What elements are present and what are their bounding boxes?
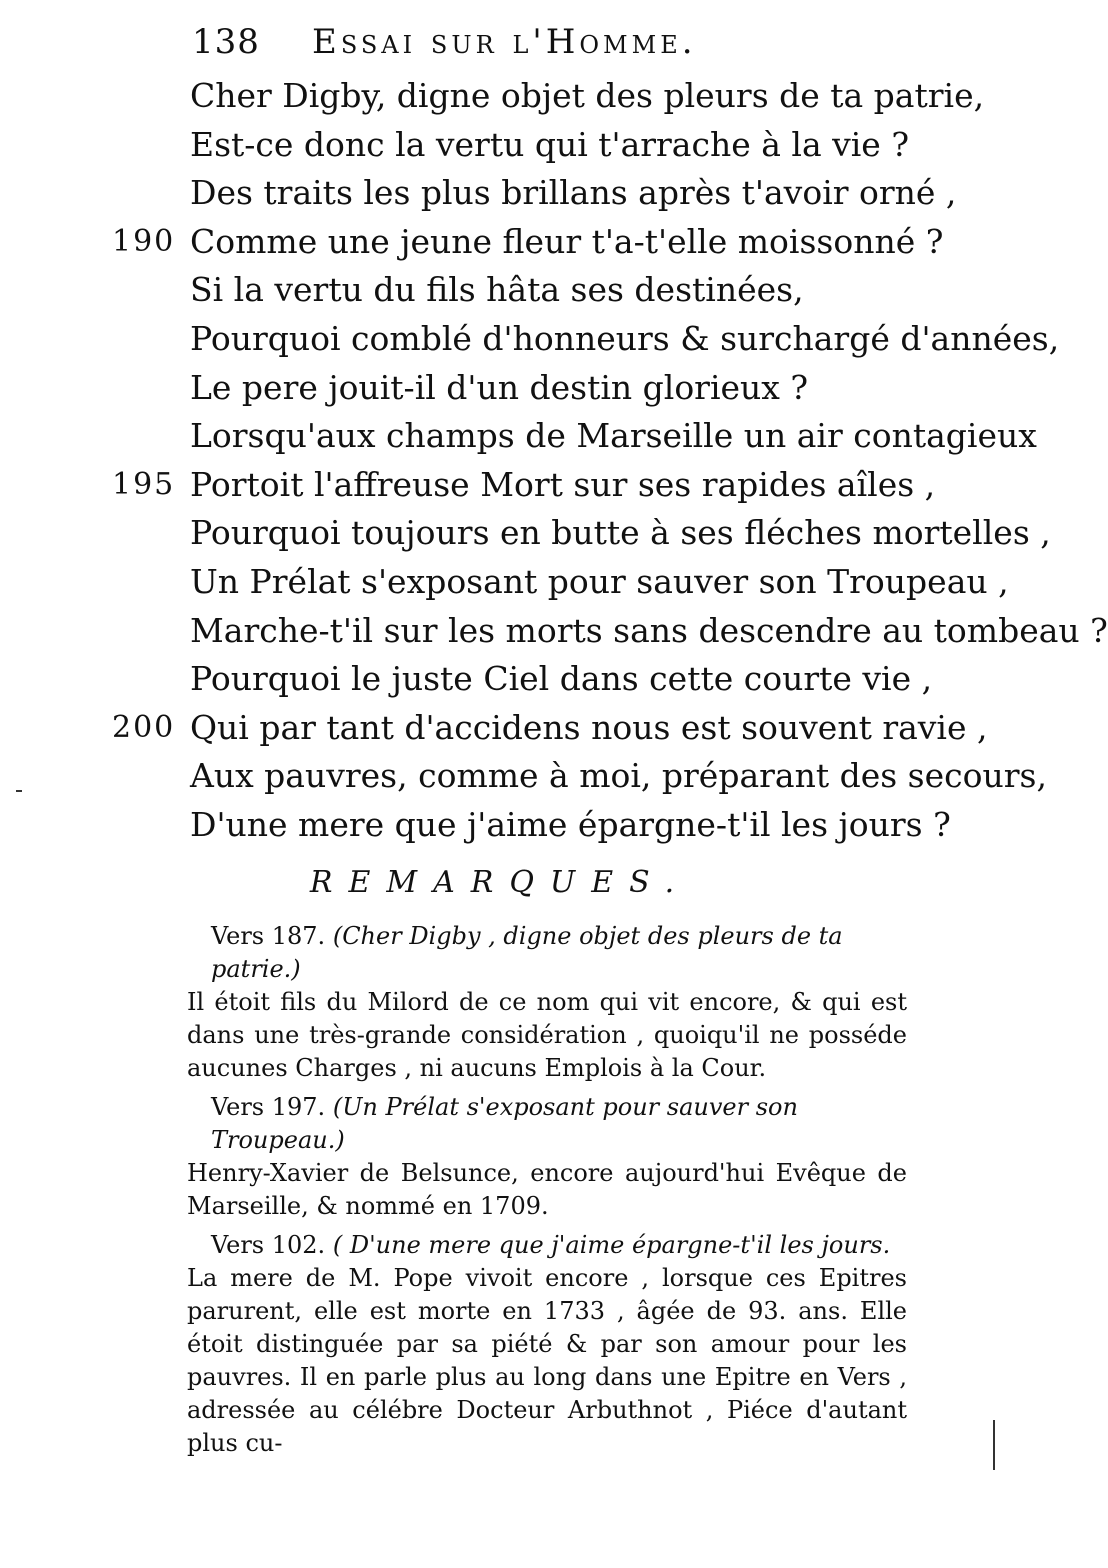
poem-line [0, 752, 1047, 801]
poem-line [0, 655, 1000, 704]
note-label: Vers 102. [211, 1231, 326, 1259]
verse-text: Qui par tant d'accidens nous est souvent ravie , [190, 707, 988, 747]
poem-line [0, 509, 1051, 558]
verse-text: Cher Digby, digne objet des pleurs de ta patrie, [190, 76, 985, 115]
poem-line [0, 364, 1000, 413]
verse-text: Un Prélat s'exposant pour sauver son Troupeau , [190, 561, 1009, 601]
note-label: Vers 187. [211, 922, 326, 950]
line-number: 195 [112, 466, 176, 502]
note-reference: (Un Prélat s'exposant pour sauver son Troupeau.) [211, 1093, 798, 1154]
note [187, 1229, 907, 1460]
note [187, 920, 907, 1085]
poem-line [0, 72, 1000, 121]
verse-text: Pourquoi comblé d'honneurs & surchargé d'années, [190, 318, 1060, 358]
remarques-heading: REMARQUES. [309, 865, 691, 900]
poem-line [0, 607, 1108, 656]
poem-line [0, 169, 1000, 218]
page-header [192, 22, 792, 72]
poem-line [0, 218, 1000, 267]
poem-line [0, 461, 1000, 510]
poem-line [0, 704, 1000, 753]
note-text: Il étoit fils du Milord de ce nom qui vit encore, & qui est dans une très-grande considération , quoiqu'il ne posséde aucunes Charges , ni aucuns Emplois à la Cour. [187, 988, 907, 1082]
running-title: Essai sur l'Homme. [312, 22, 697, 62]
page-number: 138 [192, 22, 260, 62]
verse-text: Marche-t'il sur les morts sans descendre au tombeau ? [190, 610, 1108, 650]
scan-speck [16, 790, 22, 792]
note-label: Vers 197. [211, 1093, 326, 1121]
note-text: Henry-Xavier de Belsunce, encore aujourd'hui Evêque de Marseille, & nommé en 1709. [187, 1159, 907, 1220]
note-reference: ( D'une mere que j'aime épargne-t'il les jours. [332, 1231, 891, 1259]
verse-text: Pourquoi toujours en butte à ses fléches mortelles , [190, 513, 1051, 553]
poem-body [0, 72, 1108, 850]
note-text: La mere de M. Pope vivoit encore , lorsque ces Epitres parurent, elle est morte en 1733 , âgée de 93. ans. Elle étoit distinguée par sa piété & par son amour pour les pauvres. Il en parle plus au long dans une Epitre en Vers , adressée au célébre Docteur Arbuthnot , Piéce d'autant plus cu- [187, 1264, 907, 1457]
poem-line [0, 121, 1000, 170]
note [187, 1091, 907, 1223]
verse-text: Si la vertu du fils hâta ses destinées, [190, 270, 804, 310]
verse-text: Pourquoi le juste Ciel dans cette courte vie , [190, 659, 933, 699]
poem-line [0, 266, 1000, 315]
verse-text: D'une mere que j'aime épargne-t'il les jours ? [190, 804, 951, 844]
verse-text: Le pere jouit-il d'un destin glorieux ? [190, 367, 809, 407]
poem-line [0, 558, 1009, 607]
poem-line [0, 315, 1060, 364]
poem-line [0, 801, 1000, 850]
note-reference: (Cher Digby , digne objet des pleurs de ta patrie.) [211, 922, 843, 983]
line-number: 190 [112, 223, 176, 259]
poem-line [0, 412, 1037, 461]
scan-edge-mark [993, 1420, 995, 1470]
verse-text: Portoit l'affreuse Mort sur ses rapides aîles , [190, 464, 936, 504]
verse-text: Aux pauvres, comme à moi, préparant des secours, [190, 756, 1047, 796]
verse-text: Comme une jeune fleur t'a-t'elle moissonné ? [190, 221, 944, 261]
line-number: 200 [112, 709, 176, 745]
verse-text: Est-ce donc la vertu qui t'arrache à la vie ? [190, 124, 910, 164]
verse-text: Lorsqu'aux champs de Marseille un air contagieux [190, 416, 1037, 456]
verse-text: Des traits les plus brillans après t'avoir orné , [190, 173, 957, 213]
remarques-notes [187, 920, 907, 1466]
